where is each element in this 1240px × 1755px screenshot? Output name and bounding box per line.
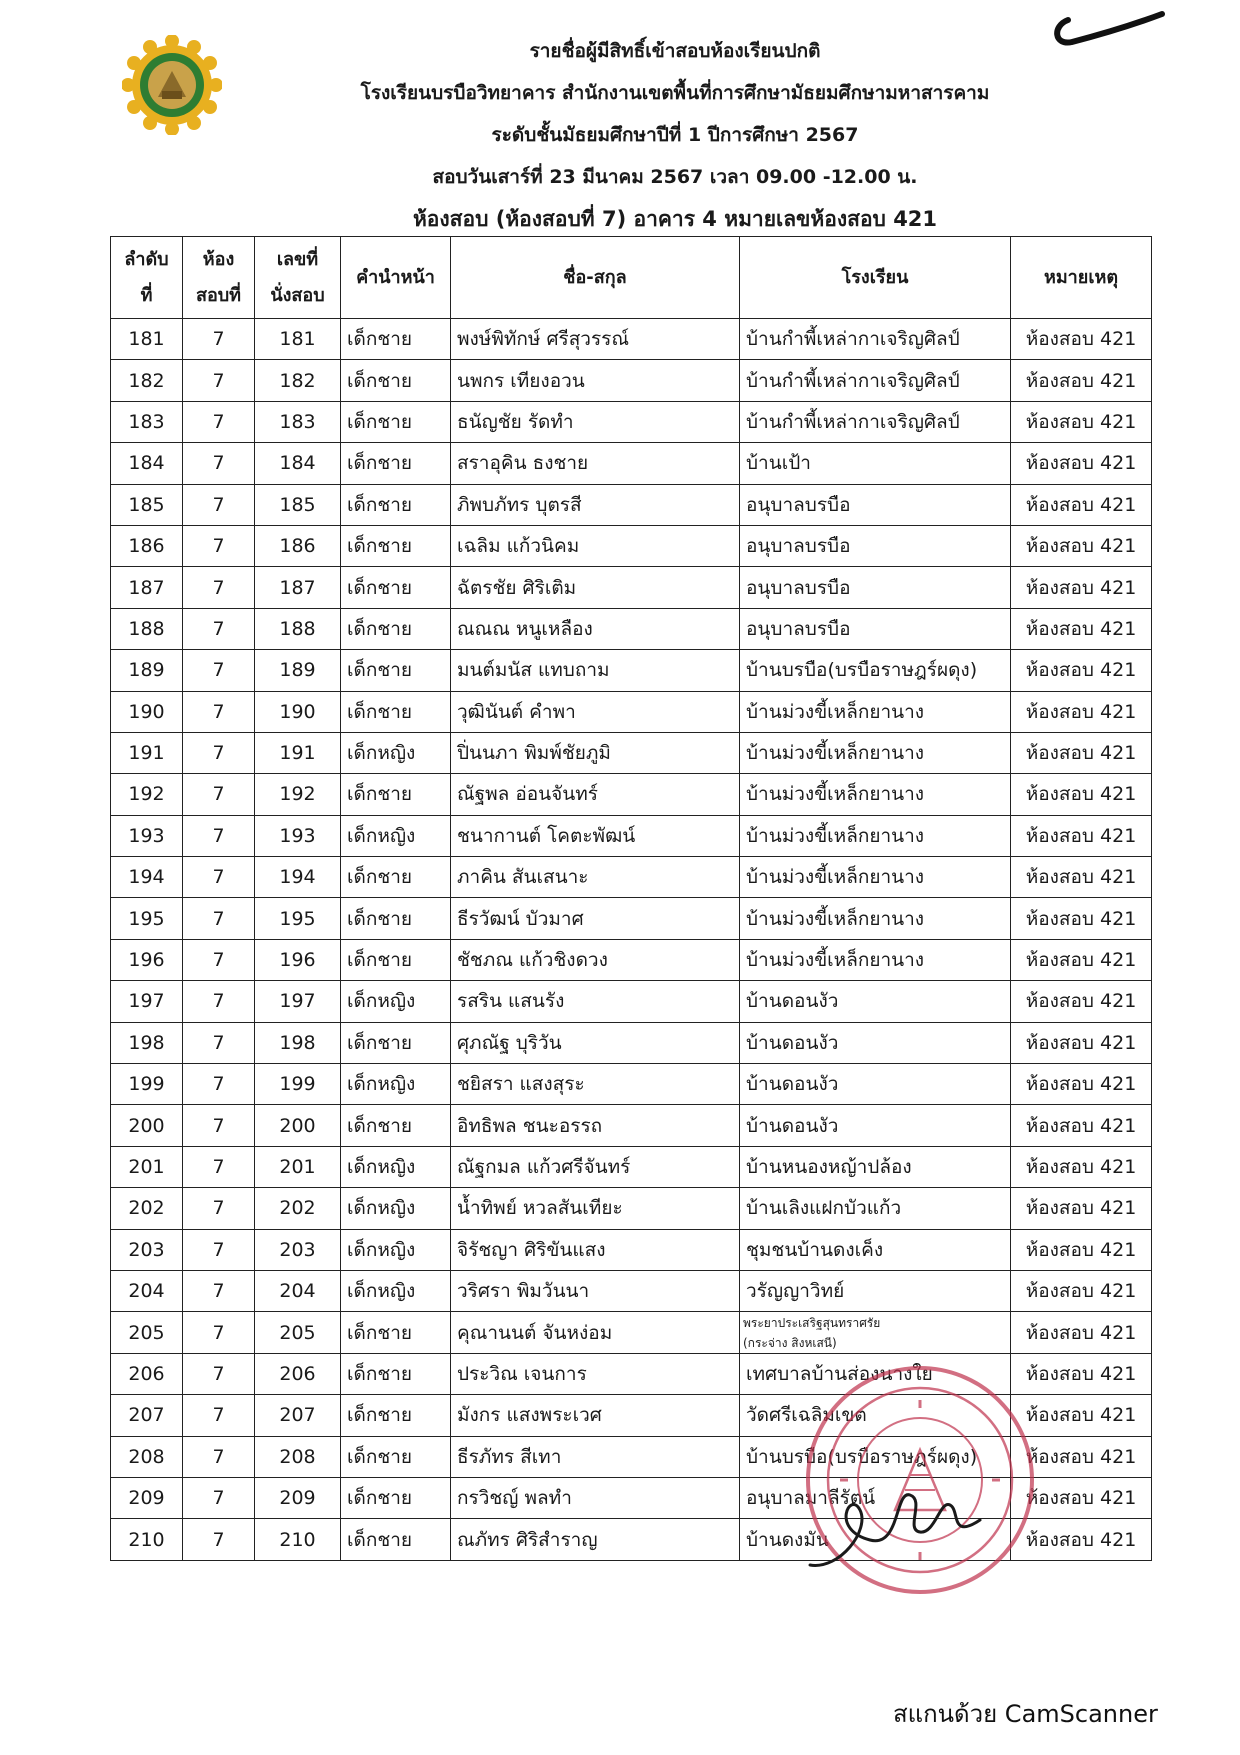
row-no: 202 — [111, 1188, 183, 1229]
row-school: บ้านหนองหญ้าปล้อง — [740, 1146, 1011, 1187]
row-title: เด็กชาย — [341, 774, 451, 815]
table-row — [111, 525, 1152, 566]
row-name: ชัชภณ แก้วชิงดวง — [451, 939, 740, 980]
table-row — [111, 443, 1152, 484]
row-school: อนุบาลมาลีรัตน์ — [740, 1477, 1011, 1518]
row-name: สราอุคิน ธงชาย — [451, 443, 740, 484]
row-title: เด็กหญิง — [341, 1188, 451, 1229]
row-name: ชยิสรา แสงสุระ — [451, 1064, 740, 1105]
table-row — [111, 815, 1152, 856]
row-school: บ้านดงมัน — [740, 1519, 1011, 1560]
header-title: คำนำหน้า — [341, 237, 451, 319]
row-name: จิรัชญา ศิริขันแสง — [451, 1229, 740, 1270]
row-title: เด็กชาย — [341, 1519, 451, 1560]
row-seat: 209 — [255, 1477, 341, 1518]
row-note: ห้องสอบ 421 — [1011, 939, 1152, 980]
row-seat: 185 — [255, 484, 341, 525]
row-school: อนุบาลบรบือ — [740, 484, 1011, 525]
row-no: 203 — [111, 1229, 183, 1270]
row-school: บ้านเลิงแฝกบัวแก้ว — [740, 1188, 1011, 1229]
row-title: เด็กหญิง — [341, 732, 451, 773]
row-note: ห้องสอบ 421 — [1011, 401, 1152, 442]
table-row — [111, 898, 1152, 939]
row-note: ห้องสอบ 421 — [1011, 567, 1152, 608]
row-room: 7 — [183, 443, 255, 484]
row-no: 184 — [111, 443, 183, 484]
row-no: 185 — [111, 484, 183, 525]
row-room: 7 — [183, 1436, 255, 1477]
row-room: 7 — [183, 360, 255, 401]
row-room: 7 — [183, 1229, 255, 1270]
row-seat: 182 — [255, 360, 341, 401]
row-title: เด็กชาย — [341, 650, 451, 691]
row-school-line2: (กระจ่าง สิงหเสนี) — [743, 1335, 837, 1350]
school-name: โรงเรียนบรบือวิทยาคาร สำนักงานเขตพื้นที่การศึกษามัธยมศึกษามหาสารคาม — [360, 82, 990, 104]
row-room: 7 — [183, 857, 255, 898]
row-name: ณณณ หนูเหลือง — [451, 608, 740, 649]
row-no: 206 — [111, 1353, 183, 1394]
row-name: มนต์มนัส แทบถาม — [451, 650, 740, 691]
row-school: บ้านม่วงขี้เหล็กยานาง — [740, 857, 1011, 898]
row-room: 7 — [183, 319, 255, 360]
row-school: บ้านม่วงขี้เหล็กยานาง — [740, 691, 1011, 732]
row-room: 7 — [183, 815, 255, 856]
row-note: ห้องสอบ 421 — [1011, 857, 1152, 898]
row-title: เด็กชาย — [341, 1312, 451, 1353]
row-school — [740, 1312, 1011, 1353]
header-no: ลำดับ ที่ — [111, 237, 183, 319]
row-note: ห้องสอบ 421 — [1011, 1353, 1152, 1394]
row-title: เด็กชาย — [341, 608, 451, 649]
row-room: 7 — [183, 732, 255, 773]
row-title: เด็กชาย — [341, 360, 451, 401]
row-seat: 194 — [255, 857, 341, 898]
table-row — [111, 1105, 1152, 1146]
row-name: ศุภณัฐ บุริวัน — [451, 1022, 740, 1063]
row-note: ห้องสอบ 421 — [1011, 319, 1152, 360]
row-room: 7 — [183, 567, 255, 608]
row-no: 205 — [111, 1312, 183, 1353]
row-school: บ้านม่วงขี้เหล็กยานาง — [740, 815, 1011, 856]
row-name: วริศรา พิมวันนา — [451, 1270, 740, 1311]
row-note: ห้องสอบ 421 — [1011, 1146, 1152, 1187]
row-no: 187 — [111, 567, 183, 608]
row-seat: 207 — [255, 1395, 341, 1436]
row-room: 7 — [183, 484, 255, 525]
row-name: มังกร แสงพระเวศ — [451, 1395, 740, 1436]
row-note: ห้องสอบ 421 — [1011, 650, 1152, 691]
row-note: ห้องสอบ 421 — [1011, 1436, 1152, 1477]
row-room: 7 — [183, 1188, 255, 1229]
table-row — [111, 1270, 1152, 1311]
row-name: ฉัตรชัย ศิริเติม — [451, 567, 740, 608]
row-room: 7 — [183, 608, 255, 649]
row-seat: 204 — [255, 1270, 341, 1311]
row-no: 197 — [111, 981, 183, 1022]
row-school: บ้านม่วงขี้เหล็กยานาง — [740, 898, 1011, 939]
row-seat: 187 — [255, 567, 341, 608]
row-note: ห้องสอบ 421 — [1011, 732, 1152, 773]
row-name: ณภัทร ศิริสำราญ — [451, 1519, 740, 1560]
row-title: เด็กชาย — [341, 1105, 451, 1146]
row-title: เด็กชาย — [341, 1436, 451, 1477]
row-name: คุณานนต์ จันหง่อม — [451, 1312, 740, 1353]
row-title: เด็กชาย — [341, 567, 451, 608]
row-note: ห้องสอบ 421 — [1011, 1519, 1152, 1560]
row-school: บ้านม่วงขี้เหล็กยานาง — [740, 774, 1011, 815]
row-no: 208 — [111, 1436, 183, 1477]
row-name: ธีรภัทร สีเทา — [451, 1436, 740, 1477]
row-note: ห้องสอบ 421 — [1011, 898, 1152, 939]
row-note: ห้องสอบ 421 — [1011, 691, 1152, 732]
row-no: 200 — [111, 1105, 183, 1146]
table-row — [111, 401, 1152, 442]
exam-room: ห้องสอบ (ห้องสอบที่ 7) อาคาร 4 หมายเลขห้องสอบ 421 — [412, 207, 938, 231]
table-row — [111, 1229, 1152, 1270]
row-room: 7 — [183, 1146, 255, 1187]
row-no: 181 — [111, 319, 183, 360]
table-row — [111, 1312, 1152, 1353]
row-seat: 199 — [255, 1064, 341, 1105]
table-row — [111, 567, 1152, 608]
row-no: 207 — [111, 1395, 183, 1436]
row-room: 7 — [183, 981, 255, 1022]
row-seat: 184 — [255, 443, 341, 484]
row-title: เด็กหญิง — [341, 1229, 451, 1270]
row-school: วรัญญาวิทย์ — [740, 1270, 1011, 1311]
row-title: เด็กหญิง — [341, 981, 451, 1022]
row-seat: 190 — [255, 691, 341, 732]
table-row — [111, 360, 1152, 401]
row-no: 183 — [111, 401, 183, 442]
row-seat: 201 — [255, 1146, 341, 1187]
table-row — [111, 1064, 1152, 1105]
row-seat: 202 — [255, 1188, 341, 1229]
row-name: อิทธิพล ชนะอรรถ — [451, 1105, 740, 1146]
row-seat: 193 — [255, 815, 341, 856]
row-school: บ้านดอนงัว — [740, 1022, 1011, 1063]
row-title: เด็กหญิง — [341, 1146, 451, 1187]
row-school-line1: พระยาประเสริฐสุนทราศรัย — [743, 1315, 881, 1330]
header-seat: เลขที่ นั่งสอบ — [255, 237, 341, 319]
row-no: 196 — [111, 939, 183, 980]
row-seat: 208 — [255, 1436, 341, 1477]
row-title: เด็กหญิง — [341, 1064, 451, 1105]
row-title: เด็กหญิง — [341, 815, 451, 856]
row-school: บ้านดอนงัว — [740, 981, 1011, 1022]
row-title: เด็กชาย — [341, 484, 451, 525]
row-no: 193 — [111, 815, 183, 856]
row-seat: 200 — [255, 1105, 341, 1146]
row-room: 7 — [183, 650, 255, 691]
row-seat: 181 — [255, 319, 341, 360]
table-row — [111, 774, 1152, 815]
row-school: บ้านกำพี้เหล่ากาเจริญศิลป์ — [740, 401, 1011, 442]
row-title: เด็กชาย — [341, 1353, 451, 1394]
row-note: ห้องสอบ 421 — [1011, 1188, 1152, 1229]
row-name: ภาคิน สันเสนาะ — [451, 857, 740, 898]
row-school: อนุบาลบรบือ — [740, 608, 1011, 649]
row-room: 7 — [183, 1312, 255, 1353]
row-title: เด็กหญิง — [341, 1270, 451, 1311]
row-seat: 198 — [255, 1022, 341, 1063]
row-name: ชนากานต์ โคตะพัฒน์ — [451, 815, 740, 856]
row-room: 7 — [183, 898, 255, 939]
row-room: 7 — [183, 1105, 255, 1146]
row-title: เด็กชาย — [341, 939, 451, 980]
row-name: วุฒินันต์ คำพา — [451, 691, 740, 732]
camscanner-watermark: สแกนด้วย CamScanner — [893, 1700, 1158, 1728]
row-no: 190 — [111, 691, 183, 732]
row-name: นพกร เทียงอวน — [451, 360, 740, 401]
row-name: ภิพบภัทร บุตรสี — [451, 484, 740, 525]
row-note: ห้องสอบ 421 — [1011, 608, 1152, 649]
table-row — [111, 732, 1152, 773]
row-room: 7 — [183, 1064, 255, 1105]
row-no: 204 — [111, 1270, 183, 1311]
row-name: กรวิชญ์ พลทำ — [451, 1477, 740, 1518]
row-room: 7 — [183, 1353, 255, 1394]
row-note: ห้องสอบ 421 — [1011, 1105, 1152, 1146]
row-title: เด็กชาย — [341, 691, 451, 732]
row-name: รสริน แสนรัง — [451, 981, 740, 1022]
exam-date: สอบวันเสาร์ที่ 23 มีนาคม 2567 เวลา 09.00 -12.00 น. — [432, 166, 918, 188]
row-note: ห้องสอบ 421 — [1011, 484, 1152, 525]
row-no: 188 — [111, 608, 183, 649]
row-school: บ้านกำพี้เหล่ากาเจริญศิลป์ — [740, 360, 1011, 401]
row-note: ห้องสอบ 421 — [1011, 1477, 1152, 1518]
row-seat: 186 — [255, 525, 341, 566]
signature-icon — [800, 1470, 990, 1580]
row-no: 195 — [111, 898, 183, 939]
row-note: ห้องสอบ 421 — [1011, 525, 1152, 566]
table-header-row — [111, 237, 1152, 319]
row-note: ห้องสอบ 421 — [1011, 443, 1152, 484]
table-row — [111, 691, 1152, 732]
table-row — [111, 1146, 1152, 1187]
row-seat: 189 — [255, 650, 341, 691]
row-seat: 195 — [255, 898, 341, 939]
row-no: 199 — [111, 1064, 183, 1105]
table-row — [111, 981, 1152, 1022]
row-school: บ้านบรบือ(บรบือราษฎร์ผดุง) — [740, 1436, 1011, 1477]
row-school: อนุบาลบรบือ — [740, 567, 1011, 608]
row-note: ห้องสอบ 421 — [1011, 1312, 1152, 1353]
row-no: 182 — [111, 360, 183, 401]
header-school: โรงเรียน — [740, 237, 1011, 319]
row-no: 210 — [111, 1519, 183, 1560]
row-school: บ้านกำพี้เหล่ากาเจริญศิลป์ — [740, 319, 1011, 360]
row-room: 7 — [183, 401, 255, 442]
table-row — [111, 857, 1152, 898]
header-name: ชื่อ-สกุล — [451, 237, 740, 319]
row-room: 7 — [183, 1519, 255, 1560]
row-seat: 196 — [255, 939, 341, 980]
row-name: น้ำทิพย์ หวลสันเทียะ — [451, 1188, 740, 1229]
row-seat: 197 — [255, 981, 341, 1022]
row-school: บ้านเป้า — [740, 443, 1011, 484]
row-note: ห้องสอบ 421 — [1011, 1229, 1152, 1270]
table-row — [111, 939, 1152, 980]
row-name: ธนัญชัย รัดทำ — [451, 401, 740, 442]
document-header — [250, 30, 1100, 240]
row-seat: 210 — [255, 1519, 341, 1560]
row-seat: 188 — [255, 608, 341, 649]
row-room: 7 — [183, 1270, 255, 1311]
row-school: ชุมชนบ้านดงเค็ง — [740, 1229, 1011, 1270]
row-title: เด็กชาย — [341, 857, 451, 898]
row-room: 7 — [183, 1477, 255, 1518]
row-room: 7 — [183, 1022, 255, 1063]
row-no: 201 — [111, 1146, 183, 1187]
row-no: 209 — [111, 1477, 183, 1518]
school-emblem-icon — [122, 35, 222, 135]
row-seat: 191 — [255, 732, 341, 773]
row-seat: 203 — [255, 1229, 341, 1270]
row-note: ห้องสอบ 421 — [1011, 815, 1152, 856]
row-school: บ้านบรบือ(บรบือราษฎร์ผดุง) — [740, 650, 1011, 691]
row-note: ห้องสอบ 421 — [1011, 774, 1152, 815]
row-note: ห้องสอบ 421 — [1011, 981, 1152, 1022]
row-name: เฉลิม แก้วนิคม — [451, 525, 740, 566]
row-seat: 206 — [255, 1353, 341, 1394]
row-title: เด็กชาย — [341, 319, 451, 360]
row-title: เด็กชาย — [341, 443, 451, 484]
row-room: 7 — [183, 939, 255, 980]
row-no: 191 — [111, 732, 183, 773]
row-school: วัดศรีเฉลิมเขต — [740, 1395, 1011, 1436]
row-school: บ้านม่วงขี้เหล็กยานาง — [740, 732, 1011, 773]
table-row — [111, 650, 1152, 691]
row-school: บ้านม่วงขี้เหล็กยานาง — [740, 939, 1011, 980]
row-school: เทศบาลบ้านส่องนางใย — [740, 1353, 1011, 1394]
table-row — [111, 608, 1152, 649]
header-room: ห้อง สอบที่ — [183, 237, 255, 319]
table-row — [111, 319, 1152, 360]
row-title: เด็กชาย — [341, 1395, 451, 1436]
row-no: 186 — [111, 525, 183, 566]
row-no: 192 — [111, 774, 183, 815]
row-name: ณัฐพล อ่อนจันทร์ — [451, 774, 740, 815]
row-title: เด็กชาย — [341, 1022, 451, 1063]
row-room: 7 — [183, 1395, 255, 1436]
table-row — [111, 1188, 1152, 1229]
row-school: อนุบาลบรบือ — [740, 525, 1011, 566]
row-name: ปิ่นนภา พิมพ์ชัยภูมิ — [451, 732, 740, 773]
row-room: 7 — [183, 691, 255, 732]
row-no: 189 — [111, 650, 183, 691]
row-name: ประวิณ เจนการ — [451, 1353, 740, 1394]
row-note: ห้องสอบ 421 — [1011, 1270, 1152, 1311]
row-name: ธีรวัฒน์ บัวมาศ — [451, 898, 740, 939]
row-no: 194 — [111, 857, 183, 898]
row-school: บ้านดอนงัว — [740, 1064, 1011, 1105]
row-name: ณัฐกมล แก้วศรีจันทร์ — [451, 1146, 740, 1187]
row-no: 198 — [111, 1022, 183, 1063]
row-room: 7 — [183, 525, 255, 566]
row-title: เด็กชาย — [341, 401, 451, 442]
row-seat: 205 — [255, 1312, 341, 1353]
row-title: เด็กชาย — [341, 898, 451, 939]
row-note: ห้องสอบ 421 — [1011, 360, 1152, 401]
header-note: หมายเหตุ — [1011, 237, 1152, 319]
row-note: ห้องสอบ 421 — [1011, 1395, 1152, 1436]
document-title: รายชื่อผู้มีสิทธิ์เข้าสอบห้องเรียนปกติ — [529, 40, 821, 62]
row-school: บ้านดอนงัว — [740, 1105, 1011, 1146]
row-title: เด็กชาย — [341, 1477, 451, 1518]
row-room: 7 — [183, 774, 255, 815]
row-seat: 183 — [255, 401, 341, 442]
row-note: ห้องสอบ 421 — [1011, 1022, 1152, 1063]
row-seat: 192 — [255, 774, 341, 815]
grade-level: ระดับชั้นมัธยมศึกษาปีที่ 1 ปีการศึกษา 2567 — [491, 124, 859, 146]
row-name: พงษ์พิทักษ์ ศรีสุวรรณ์ — [451, 319, 740, 360]
table-row — [111, 484, 1152, 525]
row-note: ห้องสอบ 421 — [1011, 1064, 1152, 1105]
table-row — [111, 1022, 1152, 1063]
row-title: เด็กชาย — [341, 525, 451, 566]
